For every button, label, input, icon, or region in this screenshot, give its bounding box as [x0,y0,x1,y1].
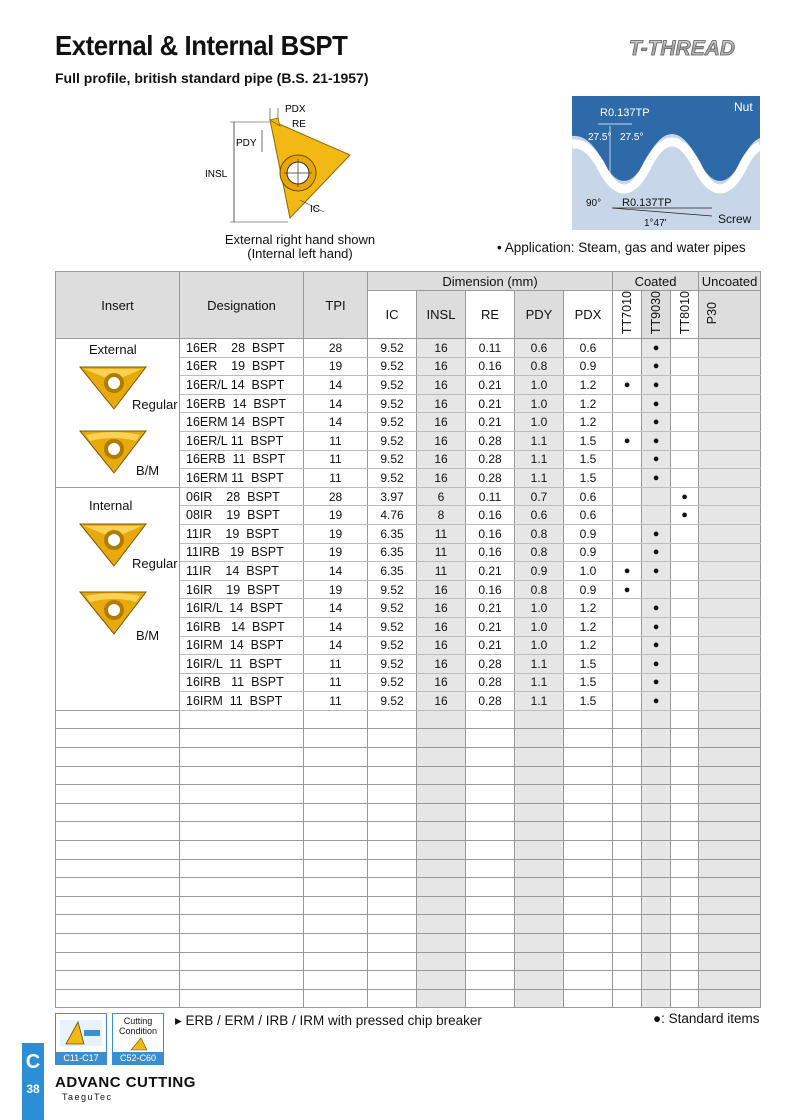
page-number: 38 [26,1082,40,1096]
table-row [56,487,761,506]
insl-cell: 16 [417,339,466,358]
grade-tt9030-cell: ● [642,524,671,543]
grade-tt7010-cell [613,413,642,432]
insl-cell: 16 [417,394,466,413]
re-cell: 0.21 [466,413,515,432]
grade-tt7010-cell [613,469,642,488]
designation-cell: 16IRB 11 BSPT [180,673,304,692]
tpi-cell: 28 [304,487,368,506]
designation-cell: 11IRB 19 BSPT [180,543,304,562]
re-cell: 0.28 [466,673,515,692]
header-tt8010: TT8010 [677,291,692,335]
insl-cell: 6 [417,487,466,506]
grade-tt8010-cell [671,543,699,562]
grade-p30-cell [699,394,761,413]
page-subtitle: Full profile, british standard pipe (B.S. 21-1957) [55,70,369,86]
pdy-cell: 1.1 [515,469,564,488]
insl-cell: 16 [417,357,466,376]
internal-bm-label: B/M [136,627,160,643]
re-cell: 0.21 [466,636,515,655]
external-insert-cell [56,339,180,488]
grade-tt8010-cell [671,524,699,543]
label-radius-bottom: R0.137TP [622,197,672,209]
ic-cell: 9.52 [368,655,417,674]
re-cell: 0.16 [466,357,515,376]
grade-tt8010-cell [671,469,699,488]
pdx-cell: 1.2 [564,636,613,655]
re-cell: 0.11 [466,487,515,506]
tpi-cell: 11 [304,655,368,674]
pdy-cell: 0.7 [515,487,564,506]
grade-tt9030-cell: ● [642,543,671,562]
taegutec-logo: TaeguTec [62,1092,113,1102]
ic-cell: 9.52 [368,469,417,488]
grade-tt7010-cell [613,543,642,562]
grade-p30-cell [699,506,761,525]
grade-tt8010-cell: ● [671,487,699,506]
blank-row [56,915,761,934]
re-cell: 0.16 [466,524,515,543]
external-bm-label: B/M [136,463,160,478]
grade-tt8010-cell [671,431,699,450]
label-ic: IC [310,204,320,215]
pdx-cell: 0.9 [564,580,613,599]
grade-tt9030-cell: ● [642,376,671,395]
label-radius-top: R0.137TP [600,107,650,119]
grade-tt9030-cell: ● [642,394,671,413]
pdx-cell: 0.9 [564,357,613,376]
ic-cell: 9.52 [368,450,417,469]
external-regular-label: Regular [132,397,178,412]
blank-row [56,952,761,971]
insl-cell: 16 [417,376,466,395]
cutting-condition-icon[interactable]: Cutting Condition C52-C60 [112,1013,164,1065]
grade-tt7010-cell [613,524,642,543]
pdy-cell: 0.8 [515,524,564,543]
internal-insert-cell [56,487,180,710]
grade-p30-cell [699,357,761,376]
internal-regular-label: Regular [132,555,178,571]
grade-tt7010-cell [613,357,642,376]
grade-tt7010-cell [613,394,642,413]
pdy-cell: 1.0 [515,636,564,655]
ic-cell: 9.52 [368,580,417,599]
grade-tt7010-cell [613,617,642,636]
grade-tt7010-cell [613,636,642,655]
tpi-cell: 14 [304,562,368,581]
label-taper: 1°47' [644,218,667,229]
pdy-cell: 1.1 [515,450,564,469]
insl-cell: 8 [417,506,466,525]
grade-tt7010-cell [613,339,642,358]
designation-cell: 16IR/L 11 BSPT [180,655,304,674]
grade-tt9030-cell: ● [642,617,671,636]
grade-p30-cell [699,655,761,674]
page-title: External & Internal BSPT [55,30,348,61]
grade-tt9030-cell: ● [642,655,671,674]
grade-tt8010-cell [671,599,699,618]
insl-cell: 11 [417,524,466,543]
grade-tt9030-cell: ● [642,599,671,618]
grade-tt8010-cell [671,562,699,581]
header-re: RE [466,291,515,339]
label-pdx: PDX [285,104,306,115]
grade-tt7010-cell [613,692,642,711]
grade-p30-cell [699,543,761,562]
grade-tt7010-cell [613,673,642,692]
grade-tt7010-cell [613,450,642,469]
label-angle-right: 27.5° [620,132,644,143]
blank-row [56,710,761,729]
pdy-cell: 0.9 [515,562,564,581]
grade-tt8010-cell: ● [671,506,699,525]
tpi-cell: 19 [304,357,368,376]
figure-caption: External right hand shown (Internal left hand) [224,232,376,261]
designation-cell: 16ERM 11 BSPT [180,469,304,488]
blank-row [56,989,761,1008]
grade-tt8010-cell [671,339,699,358]
blank-row [56,971,761,990]
grade-p30-cell [699,376,761,395]
spec-table [55,271,761,1008]
brand-text: T-THREAD [628,37,736,60]
grade-tt7010-cell [613,487,642,506]
blank-row [56,822,761,841]
label-pdy: PDY [236,138,257,149]
re-cell: 0.21 [466,599,515,618]
header-insert: Insert [56,272,180,339]
pdx-cell: 1.5 [564,655,613,674]
re-cell: 0.21 [466,376,515,395]
grade-tt7010-cell [613,655,642,674]
grade-tt8010-cell [671,413,699,432]
pdx-cell: 0.6 [564,506,613,525]
ic-cell: 9.52 [368,394,417,413]
pdx-cell: 1.5 [564,692,613,711]
designation-cell: 16ERB 11 BSPT [180,450,304,469]
grade-tt7010-cell: ● [613,562,642,581]
blank-row [56,878,761,897]
tpi-cell: 11 [304,469,368,488]
tpi-cell: 14 [304,599,368,618]
grade-tt8010-cell [671,692,699,711]
blank-row [56,896,761,915]
tpi-cell: 19 [304,580,368,599]
grade-tt9030-cell: ● [642,562,671,581]
grade-tt7010-cell [613,506,642,525]
ic-cell: 9.52 [368,431,417,450]
pdx-cell: 1.2 [564,617,613,636]
grade-tt8010-cell [671,357,699,376]
grade-tt8010-cell [671,394,699,413]
pdy-cell: 1.0 [515,376,564,395]
application-note: • Application: Steam, gas and water pipes [497,240,746,255]
grade-tt8010-cell [671,580,699,599]
grade-p30-cell [699,450,761,469]
grade-tt7010-cell: ● [613,580,642,599]
pdx-cell: 1.0 [564,562,613,581]
pdx-cell: 1.5 [564,450,613,469]
blank-row [56,766,761,785]
grade-p30-cell [699,692,761,711]
grade-tt9030-cell: ● [642,357,671,376]
pdy-cell: 1.0 [515,394,564,413]
label-insl: INSL [205,169,228,180]
header-coated: Coated [613,272,699,291]
grade-tt8010-cell [671,450,699,469]
header-p30: P30 [705,301,720,325]
grade-tt9030-cell [642,506,671,525]
pdx-cell: 1.2 [564,413,613,432]
ic-cell: 9.52 [368,339,417,358]
pdy-cell: 1.1 [515,673,564,692]
ic-cell: 6.35 [368,524,417,543]
pdx-cell: 0.6 [564,487,613,506]
tpi-cell: 14 [304,617,368,636]
grade-p30-cell [699,673,761,692]
insl-cell: 16 [417,450,466,469]
re-cell: 0.28 [466,469,515,488]
grade-tt7010-cell: ● [613,431,642,450]
insl-cell: 11 [417,543,466,562]
tpi-cell: 11 [304,431,368,450]
tpi-cell: 19 [304,543,368,562]
re-cell: 0.16 [466,580,515,599]
insl-cell: 16 [417,655,466,674]
ic-cell: 9.52 [368,599,417,618]
header-tt9030: TT9030 [649,291,664,335]
designation-cell: 16IRM 14 BSPT [180,636,304,655]
grade-tt9030-cell: ● [642,692,671,711]
label-re: RE [292,119,306,130]
designation-cell: 16ER 28 BSPT [180,339,304,358]
grade-tt8010-cell [671,673,699,692]
re-cell: 0.28 [466,655,515,674]
designation-cell: 11IR 14 BSPT [180,562,304,581]
ic-cell: 6.35 [368,562,417,581]
blank-row [56,748,761,767]
chip-breaker-note: ▸ ERB / ERM / IRB / IRM with pressed chip breaker [175,1013,482,1028]
pdx-cell: 1.5 [564,469,613,488]
pdx-cell: 1.5 [564,673,613,692]
designation-cell: 16ER/L 11 BSPT [180,431,304,450]
blank-row [56,785,761,804]
pdy-cell: 0.8 [515,580,564,599]
advance-cutting-logo: ADVANC CUTTING [55,1074,196,1091]
ic-cell: 9.52 [368,357,417,376]
grade-p30-cell [699,580,761,599]
tpi-cell: 14 [304,636,368,655]
pdy-cell: 0.6 [515,506,564,525]
re-cell: 0.16 [466,506,515,525]
grade-p30-cell [699,339,761,358]
header-tt7010: TT7010 [620,291,635,335]
re-cell: 0.28 [466,431,515,450]
ic-cell: 9.52 [368,636,417,655]
pdy-cell: 1.1 [515,692,564,711]
pdx-cell: 0.9 [564,543,613,562]
ic-cell: 9.52 [368,376,417,395]
tpi-cell: 19 [304,524,368,543]
insl-cell: 16 [417,673,466,692]
ic-cell: 6.35 [368,543,417,562]
grade-p30-cell [699,487,761,506]
designation-cell: 06IR 28 BSPT [180,487,304,506]
blank-row [56,859,761,878]
grade-tt9030-cell: ● [642,431,671,450]
header-designation: Designation [180,272,304,339]
insl-cell: 16 [417,431,466,450]
re-cell: 0.21 [466,617,515,636]
pdy-cell: 1.1 [515,655,564,674]
designation-cell: 11IR 19 BSPT [180,524,304,543]
pdy-cell: 1.0 [515,617,564,636]
grade-tt9030-cell: ● [642,339,671,358]
pdy-cell: 0.8 [515,543,564,562]
grade-tt7010-cell: ● [613,376,642,395]
grade-tt9030-cell: ● [642,673,671,692]
blank-row [56,841,761,860]
grade-p30-cell [699,413,761,432]
blank-row [56,934,761,953]
grade-tt9030-cell: ● [642,413,671,432]
ic-cell: 9.52 [368,673,417,692]
re-cell: 0.21 [466,562,515,581]
blank-row [56,803,761,822]
ic-cell: 3.97 [368,487,417,506]
tpi-cell: 11 [304,450,368,469]
header-dimension: Dimension (mm) [368,272,613,291]
designation-cell: 08IR 19 BSPT [180,506,304,525]
table-row [56,339,761,358]
designation-cell: 16IR 19 BSPT [180,580,304,599]
ic-cell: 9.52 [368,413,417,432]
grade-tt8010-cell [671,617,699,636]
internal-label: Internal [89,497,133,513]
header-ic: IC [368,291,417,339]
tpi-cell: 28 [304,339,368,358]
header-pdx: PDX [564,291,613,339]
ic-cell: 9.52 [368,692,417,711]
header-uncoated: Uncoated [699,272,761,291]
insl-cell: 11 [417,562,466,581]
grade-tt7010-cell [613,599,642,618]
insl-cell: 16 [417,580,466,599]
pdx-cell: 1.2 [564,599,613,618]
tpi-cell: 11 [304,673,368,692]
insl-cell: 16 [417,692,466,711]
pdx-cell: 1.2 [564,376,613,395]
standard-items-legend: ●: Standard items [653,1011,760,1026]
insl-cell: 16 [417,617,466,636]
grade-tt8010-cell [671,376,699,395]
re-cell: 0.28 [466,450,515,469]
header-pdy: PDY [515,291,564,339]
external-label: External [89,342,137,357]
grade-tt9030-cell: ● [642,450,671,469]
re-cell: 0.28 [466,692,515,711]
thread-profile-diagram [572,96,760,230]
header-insl: INSL [417,291,466,339]
designation-cell: 16ERM 14 BSPT [180,413,304,432]
section-tab[interactable]: C 38 [22,1043,44,1120]
tpi-cell: 14 [304,376,368,395]
grade-tt9030-cell [642,580,671,599]
grade-p30-cell [699,636,761,655]
grade-tt8010-cell [671,636,699,655]
re-cell: 0.21 [466,394,515,413]
pdy-cell: 1.1 [515,431,564,450]
pdy-cell: 1.0 [515,599,564,618]
tpi-cell: 14 [304,413,368,432]
pdy-cell: 0.6 [515,339,564,358]
insert-diagram [200,100,360,230]
designation-cell: 16IRM 11 BSPT [180,692,304,711]
designation-cell: 16ER/L 14 BSPT [180,376,304,395]
tpi-cell: 19 [304,506,368,525]
pdx-cell: 1.2 [564,394,613,413]
insl-cell: 16 [417,599,466,618]
header-tpi: TPI [304,272,368,339]
grade-p30-cell [699,617,761,636]
pdy-cell: 1.0 [515,413,564,432]
pdx-cell: 1.5 [564,431,613,450]
blank-row [56,729,761,748]
designation-cell: 16IRB 14 BSPT [180,617,304,636]
grade-p30-cell [699,431,761,450]
re-cell: 0.16 [466,543,515,562]
label-screw: Screw [718,212,752,226]
grade-p30-cell [699,524,761,543]
t-thread-logo [605,36,760,60]
pdy-cell: 0.8 [515,357,564,376]
insl-cell: 16 [417,413,466,432]
label-nut: Nut [734,100,753,114]
grade-p30-cell [699,562,761,581]
designation-cell: 16IR/L 14 BSPT [180,599,304,618]
ic-cell: 4.76 [368,506,417,525]
label-angle-left: 27.5° [588,132,612,143]
pdx-cell: 0.9 [564,524,613,543]
re-cell: 0.11 [466,339,515,358]
grade-tt9030-cell [642,487,671,506]
insl-cell: 16 [417,469,466,488]
pdx-cell: 0.6 [564,339,613,358]
insert-reference-icon[interactable]: C11-C17 [55,1013,107,1065]
designation-cell: 16ER 19 BSPT [180,357,304,376]
designation-cell: 16ERB 14 BSPT [180,394,304,413]
ic-cell: 9.52 [368,617,417,636]
grade-tt8010-cell [671,655,699,674]
grade-tt9030-cell: ● [642,469,671,488]
label-angle-90: 90° [586,198,602,209]
tpi-cell: 14 [304,394,368,413]
grade-p30-cell [699,469,761,488]
insl-cell: 16 [417,636,466,655]
grade-tt9030-cell: ● [642,636,671,655]
grade-p30-cell [699,599,761,618]
tpi-cell: 11 [304,692,368,711]
